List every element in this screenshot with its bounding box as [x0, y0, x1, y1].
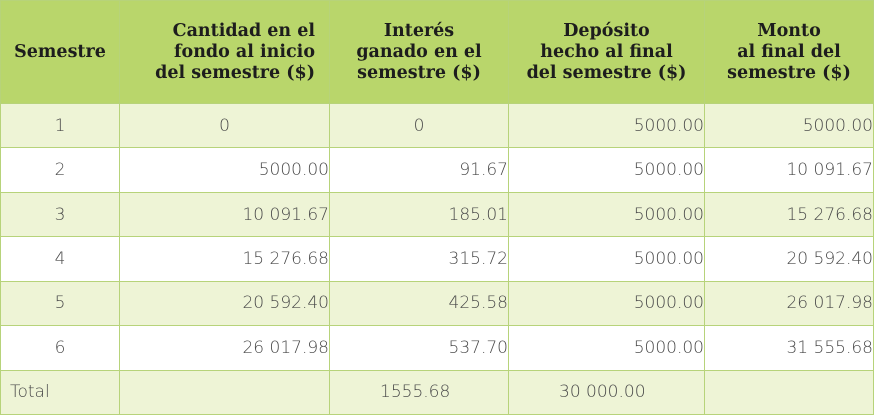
- cell-interest: 537.70: [330, 326, 509, 370]
- cell-initial: 0: [120, 104, 330, 148]
- header-deposit-line-3: del semestre ($): [526, 62, 687, 83]
- header-initial-line-1: Cantidad en el: [172, 20, 315, 41]
- cell-amount: 5000.00: [705, 104, 874, 148]
- cell-amount: 10 091.67: [705, 148, 874, 192]
- header-deposit: [509, 1, 705, 104]
- header-interest-line-3: semestre ($): [357, 62, 481, 83]
- cell-semester: 4: [1, 237, 120, 281]
- total-amount-empty: [705, 370, 874, 414]
- total-deposit: 30 000.00: [509, 370, 705, 414]
- cell-deposit: 5000.00: [509, 148, 705, 192]
- cell-semester: 1: [1, 104, 120, 148]
- cell-deposit: 5000.00: [509, 192, 705, 236]
- cell-semester: 2: [1, 148, 120, 192]
- cell-initial: 20 592.40: [120, 281, 330, 325]
- cell-interest: 315.72: [330, 237, 509, 281]
- cell-deposit: 5000.00: [509, 237, 705, 281]
- total-row: [1, 370, 874, 414]
- cell-initial: 10 091.67: [120, 192, 330, 236]
- table-row: [1, 192, 874, 236]
- header-interest-line-2: ganado en el: [356, 41, 482, 62]
- cell-initial: 5000.00: [120, 148, 330, 192]
- header-initial-line-3: del semestre ($): [155, 62, 315, 83]
- cell-amount: 31 555.68: [705, 326, 874, 370]
- table-header: [1, 1, 874, 104]
- header-deposit-line-2: hecho al final: [540, 41, 673, 62]
- total-initial-empty: [120, 370, 330, 414]
- table-row: [1, 281, 874, 325]
- header-semester-line: Semestre: [14, 41, 106, 62]
- cell-semester: 5: [1, 281, 120, 325]
- cell-amount: 15 276.68: [705, 192, 874, 236]
- cell-interest: 0: [330, 104, 509, 148]
- header-initial-amount: [120, 1, 330, 104]
- total-interest: 1555.68: [330, 370, 509, 414]
- cell-amount: 26 017.98: [705, 281, 874, 325]
- cell-deposit: 5000.00: [509, 326, 705, 370]
- header-row: [1, 1, 874, 104]
- header-initial-line-2: fondo al inicio: [174, 41, 315, 62]
- header-deposit-line-1: Depósito: [563, 20, 650, 41]
- table-body: [1, 104, 874, 415]
- table-row: [1, 104, 874, 148]
- cell-amount: 20 592.40: [705, 237, 874, 281]
- table-row: [1, 237, 874, 281]
- table-row: [1, 148, 874, 192]
- header-interest: [330, 1, 509, 104]
- cell-initial: 26 017.98: [120, 326, 330, 370]
- cell-interest: 185.01: [330, 192, 509, 236]
- cell-initial: 15 276.68: [120, 237, 330, 281]
- header-amount-line-2: al final del: [737, 41, 841, 62]
- cell-interest: 91.67: [330, 148, 509, 192]
- table-row: [1, 326, 874, 370]
- cell-semester: 3: [1, 192, 120, 236]
- cell-deposit: 5000.00: [509, 104, 705, 148]
- cell-interest: 425.58: [330, 281, 509, 325]
- cell-deposit: 5000.00: [509, 281, 705, 325]
- header-amount-line-3: semestre ($): [727, 62, 851, 83]
- header-semester: [1, 1, 120, 104]
- header-amount-line-1: Monto: [757, 20, 821, 41]
- cell-semester: 6: [1, 326, 120, 370]
- header-final-amount: [705, 1, 874, 104]
- total-label: Total: [1, 370, 120, 414]
- header-interest-line-1: Interés: [383, 20, 455, 41]
